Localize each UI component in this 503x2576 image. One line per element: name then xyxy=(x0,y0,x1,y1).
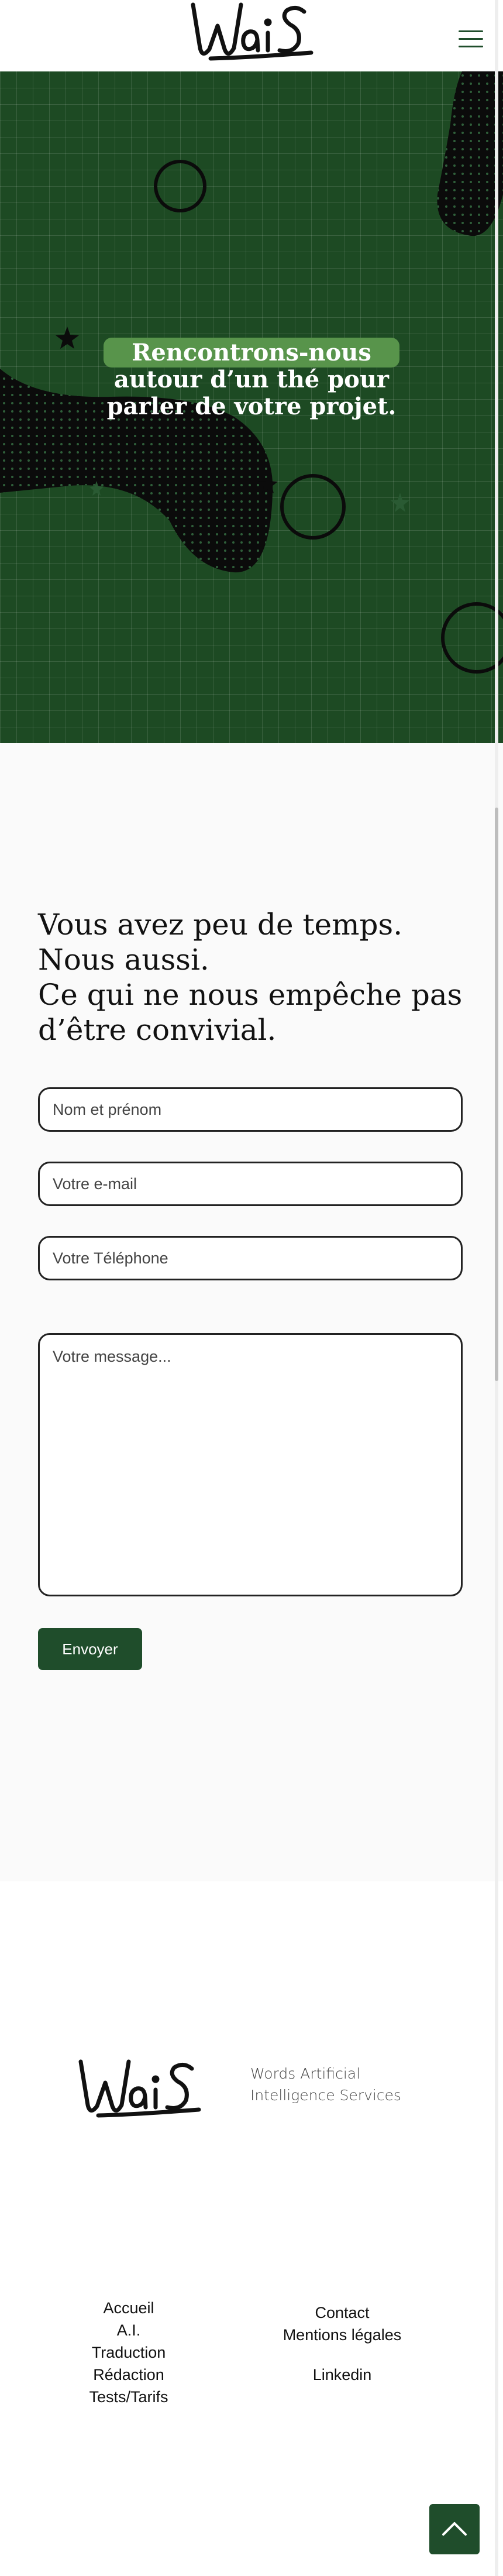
footer-tagline: Words Artificial Intelligence Services xyxy=(250,2065,401,2104)
logo-mark-icon xyxy=(187,0,316,64)
hero-title xyxy=(99,339,404,420)
footer-link-linkedin[interactable]: Linkedin xyxy=(312,2366,372,2383)
footer-link-accueil[interactable]: Accueil xyxy=(103,2299,154,2317)
footer-link-redaction[interactable]: Rédaction xyxy=(93,2366,164,2383)
phone-field[interactable] xyxy=(38,1236,463,1280)
chevron-up-icon xyxy=(429,2504,480,2554)
footer-link-mentions-legales[interactable]: Mentions légales xyxy=(282,2326,402,2344)
star-icon xyxy=(56,327,79,349)
footer-link-tests-tarifs[interactable]: Tests/Tarifs xyxy=(89,2388,168,2406)
message-field[interactable] xyxy=(38,1333,463,1596)
footer-nav-secondary xyxy=(275,2302,409,2386)
ring-icon xyxy=(282,476,344,538)
hero-title-line2: autour d’un thé pour xyxy=(114,366,389,393)
menu-toggle-button[interactable] xyxy=(456,27,484,51)
ring-icon xyxy=(156,162,205,211)
intro-line1: Vous avez peu de temps. Nous aussi. xyxy=(38,908,403,977)
footer-logo[interactable] xyxy=(75,2057,204,2121)
hamburger-menu-icon xyxy=(459,30,483,32)
footer-nav-primary xyxy=(76,2297,181,2408)
site-logo[interactable] xyxy=(187,0,316,64)
name-field[interactable] xyxy=(38,1087,463,1132)
site-footer xyxy=(0,1881,503,2576)
footer-link-ai[interactable]: A.I. xyxy=(116,2321,141,2339)
send-button[interactable]: Envoyer xyxy=(38,1628,142,1670)
contact-intro xyxy=(38,907,471,1047)
ring-icon xyxy=(443,604,503,672)
contact-section xyxy=(0,743,503,1881)
logo-mark-icon xyxy=(75,2057,204,2121)
scrollbar-thumb[interactable] xyxy=(495,808,498,1381)
email-field[interactable] xyxy=(38,1162,463,1206)
back-to-top-button[interactable] xyxy=(429,2504,480,2554)
hero-title-line3: parler de votre projet. xyxy=(106,393,397,420)
site-header xyxy=(0,0,503,71)
intro-line2: Ce qui ne nous empêche pas d’être convivial. xyxy=(38,978,463,1047)
footer-link-contact[interactable]: Contact xyxy=(315,2304,370,2321)
star-icon xyxy=(391,493,409,512)
footer-link-traduction[interactable]: Traduction xyxy=(91,2344,166,2361)
hero-title-line1: Rencontrons-nous xyxy=(104,338,399,367)
hero-section xyxy=(0,71,503,743)
